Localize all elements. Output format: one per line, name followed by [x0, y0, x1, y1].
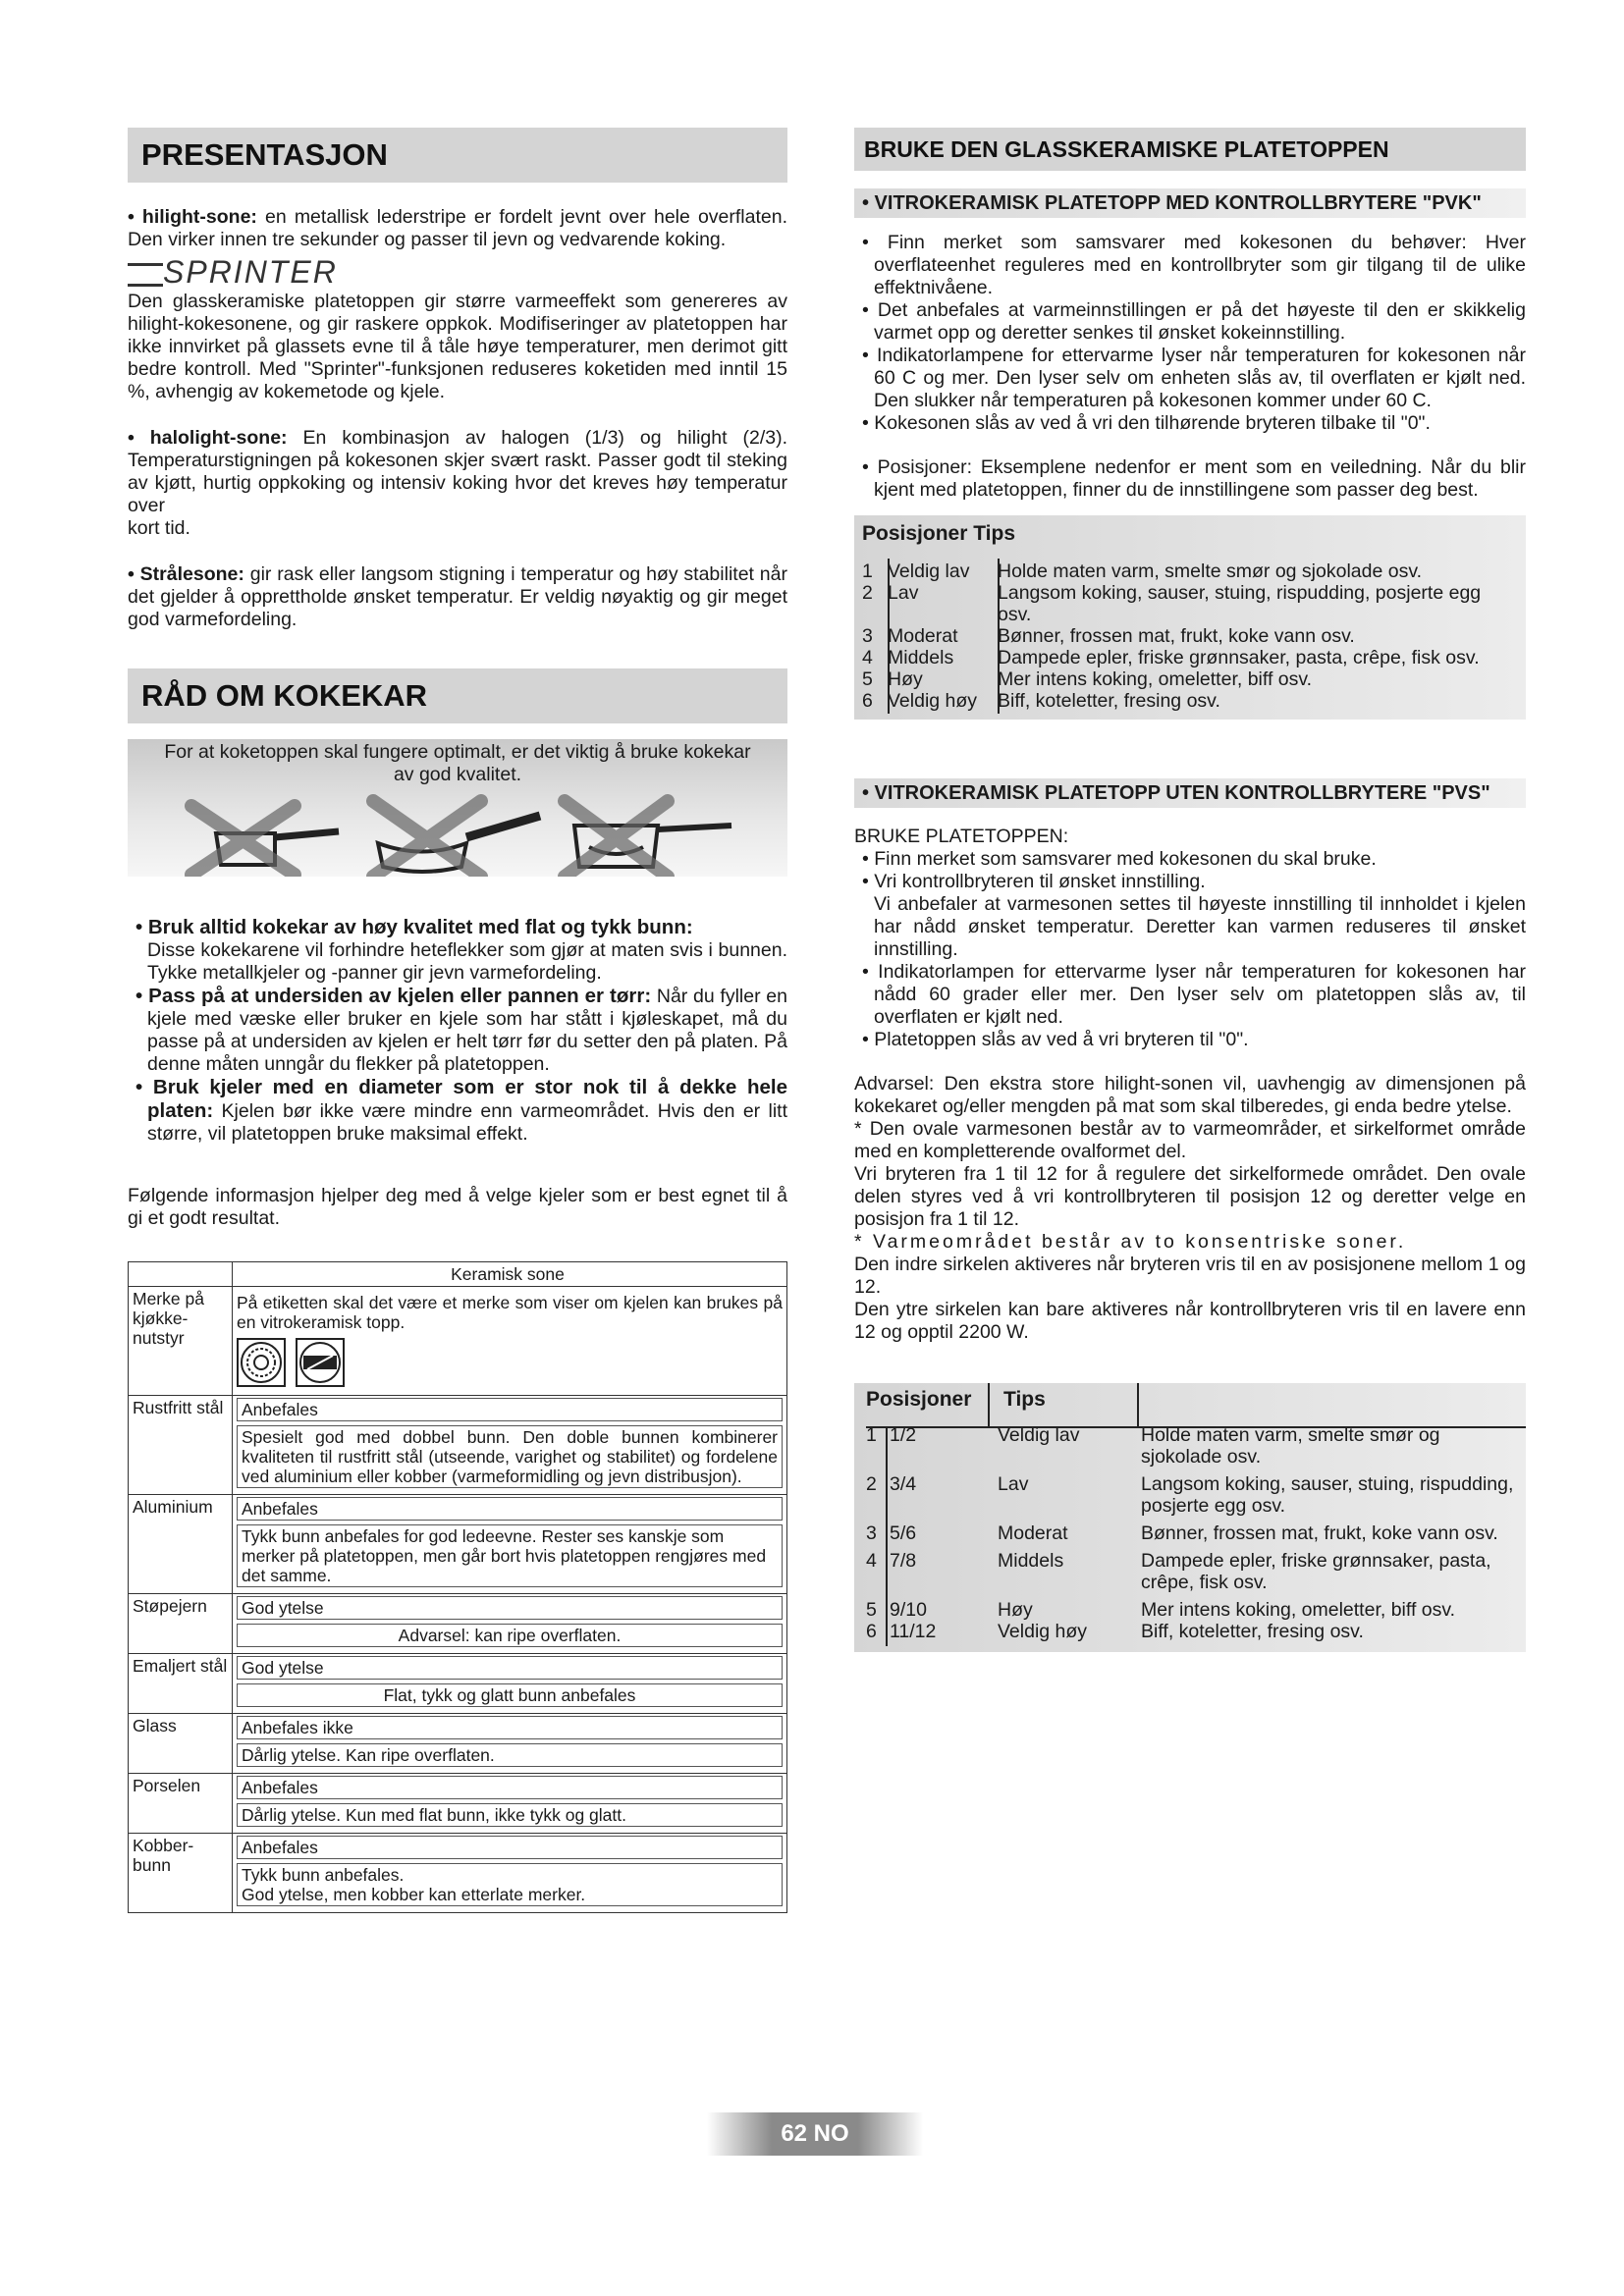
pvs-table-header: Posisjoner Tips: [866, 1388, 1046, 1411]
oval-paragraph: * Den ovale varmesonen består av to varmeområder, et sirkelformet område med en kompletterende ovalformet del.: [854, 1118, 1526, 1162]
row-cell: God ytelse Advarsel: kan ripe overflaten.: [233, 1594, 787, 1654]
pvk-positions-table: [854, 515, 1526, 720]
table-row: 6 Veldig høy Biff, koteletter, fresing osv.: [862, 690, 1220, 712]
row-cell: På etiketten skal det være et merke som viser om kjelen kan brukes på en vitrokeramisk topp.: [233, 1287, 787, 1396]
pvk-heading: • VITROKERAMISK PLATETOPP MED KONTROLLBRYTERE "PVK": [854, 188, 1526, 218]
row-cell: God ytelse Flat, tykk og glatt bunn anbefales: [233, 1654, 787, 1714]
table-row: [129, 1495, 787, 1594]
pvs-table-body: [866, 1424, 1526, 1642]
indre-paragraph: Den indre sirkelen aktiveres når bryteren vris til en av posisjonene mellom 1 og 12.: [854, 1254, 1526, 1298]
sprinter-logo: SPRINTER: [128, 255, 787, 289]
table-row: 4 7/8 Middels Dampede epler, friske grønnsaker, pasta, crêpe, fisk osv.: [866, 1550, 1491, 1593]
cookware-illustration: [128, 739, 787, 877]
pvk-item: • Kokesonen slås av ved å vri den tilhørende bryteren tilbake til "0".: [862, 412, 1431, 434]
table-row: 6 11/12 Veldig høy Biff, koteletter, fresing osv.: [866, 1621, 1364, 1642]
vri-paragraph: Vri bryteren fra 1 til 12 for å regulere det sirkelformede området. Den ovale delen styres ved å vri kontrollbryteren til posisjon 12 og deretter velge en posisjon fra 1 til 12.: [854, 1163, 1526, 1230]
bruke-platetoppen-label: BRUKE PLATETOPPEN:: [854, 826, 1069, 847]
pvs-heading: • VITROKERAMISK PLATETOPP UTEN KONTROLLBRYTERE "PVS": [854, 778, 1526, 808]
row-cell: Anbefales Tykk bunn anbefales for god ledeevne. Rester ses kanskje som merker på platetoppen, men går bort hvis platetoppen rengjøres med det samme.: [233, 1495, 787, 1594]
table-row: 3 Moderat Bønner, frossen mat, frukt, koke vann osv.: [862, 625, 1355, 647]
raad-om-kokekar-heading: RÅD OM KOKEKAR: [128, 668, 787, 723]
row-cell: Anbefales ikke Dårlig ytelse. Kan ripe overflaten.: [233, 1714, 787, 1774]
hilight-term: • hilight-sone:: [128, 206, 257, 228]
halolight-paragraph: [128, 427, 787, 517]
table-row: 4 Middels Dampede epler, friske grønnsaker, pasta, crêpe, fisk osv.: [862, 647, 1480, 668]
konsentriske-paragraph: * Varmeområdet består av to konsentriske soner.: [854, 1231, 1407, 1253]
pvk-table-header: Posisjoner Tips: [862, 522, 1016, 545]
right-column: [854, 128, 1526, 1652]
table-header: Keramisk sone: [233, 1262, 787, 1287]
pvk-table-body: [862, 561, 1526, 712]
table-row: [129, 1287, 787, 1396]
raad-intro: For at koketoppen skal fungere optimalt, er det viktig å bruke kokekar av god kvalitet.: [164, 741, 751, 785]
row-label: Porselen: [129, 1774, 233, 1834]
pvk-item: • Indikatorlampene for ettervarme lyser når temperaturen for kokesonen når 60 C og mer. Den lyser selv om enheten slås av, til overflaten er kjølt ned. Den slukker når temperaturen på kokesonen kommer under 60 C.: [862, 345, 1526, 411]
pvs-item: • Platetoppen slås av ved å vri bryteren til "0".: [862, 1029, 1249, 1050]
ytre-paragraph: Den ytre sirkelen kan bare aktiveres når kontrollbryteren vris til en lavere enn 12 og opptil 2200 W.: [854, 1299, 1526, 1343]
halolight-term: • halolight-sone:: [128, 427, 288, 449]
halolight-text: En kombinasjon av halogen (1/3) og hilight (2/3). Temperaturstigningen på kokesonen skjer svært raskt. Passer godt til steking av kjøtt, hurtig oppkoking og intensiv koking hvor det kreves høy temperatur over: [128, 427, 788, 516]
ceramic-hob-icon: [296, 1338, 345, 1387]
pvk-list: [854, 232, 1526, 435]
pvs-item: • Vri kontrollbryteren til ønsket innstilling.: [862, 871, 1206, 892]
row-label: Merke på kjøkke-nutstyr: [129, 1287, 233, 1396]
pvs-positions-table: [854, 1383, 1526, 1652]
advice-item: • Pass på at undersiden av kjelen eller pannen er tørr: Når du fyller en kjele med væske eller bruker en kjele som har stått i kjøleskapet, må du passe på at undersiden av kjelen er helt tørr før du setter den på platen. På denne måten unngår du flekker på platetoppen.: [135, 985, 787, 1075]
table-row: [129, 1834, 787, 1913]
cookware-table: [128, 1261, 787, 1913]
row-label: Kobber-bunn: [129, 1834, 233, 1913]
row-label: Aluminium: [129, 1495, 233, 1594]
row-label: Støpejern: [129, 1594, 233, 1654]
sprinter-paragraph: Den glasskeramiske platetoppen gir større varmeeffekt som genereres av hilight-kokesonene, og gir raskere oppkok. Modifiseringer av platetoppen har ikke innvirket på glassets evne til å tåle høye temperaturer, men derimot gitt bedre kontroll. Med "Sprinter"-funksjonen reduseres koketiden med inntil 15 %, avhengig av kokemetode og kjele.: [128, 291, 787, 402]
row-cell: Anbefales Dårlig ytelse. Kun med flat bunn, ikke tykk og glatt.: [233, 1774, 787, 1834]
table-row: 2 3/4 Lav Langsom koking, sauser, stuing, rispudding, posjerte egg osv.: [866, 1473, 1514, 1517]
bruke-heading: BRUKE DEN GLASSKERAMISKE PLATETOPPEN: [854, 128, 1526, 171]
hilight-paragraph: [128, 206, 787, 251]
posisjoner-note: • Posisjoner: Eksemplene nedenfor er ment som en veiledning. Når du blir kjent med platetoppen, finner du de innstillingene som passer deg best.: [862, 456, 1526, 501]
table-row: [129, 1396, 787, 1495]
row-label: Emaljert stål: [129, 1654, 233, 1714]
hilight-text: en metallisk lederstripe er fordelt jevnt over hele overflaten. Den virker innen tre sekunder og passer til jevn og vedvarende koking.: [128, 206, 788, 250]
cookware-advice-list: [128, 916, 787, 1146]
halolight-tail: kort tid.: [128, 517, 190, 539]
advice-item: • Bruk alltid kokekar av høy kvalitet med flat og tykk bunn:: [135, 916, 693, 938]
table-header-row: [129, 1262, 787, 1287]
page-number: 62 NO: [707, 2112, 923, 2156]
advice-text: Disse kokekarene vil forhindre heteflekker som gjør at maten svis i bunnen. Tykke metallkjeler og -panner gir jevn varmefordeling.: [147, 939, 787, 984]
coil-hob-icon: [237, 1338, 286, 1387]
crossed-pans-icon: [128, 786, 787, 877]
pvk-item: • Finn merket som samsvarer med kokesonen du behøver: Hver overflateenhet reguleres med en kontrollbryter som gir tilgang til de ulike effektnivåene.: [862, 232, 1526, 298]
table-row: 5 Høy Mer intens koking, omeletter, biff osv.: [862, 668, 1313, 690]
row-label: Rustfritt stål: [129, 1396, 233, 1495]
table-row: 1 Veldig lav Holde maten varm, smelte smør og sjokolade osv.: [862, 561, 1423, 582]
straalesone-term: • Strålesone:: [128, 563, 244, 585]
row-cell: Anbefales Tykk bunn anbefales. God ytelse, men kobber kan etterlate merker.: [233, 1834, 787, 1913]
table-row: 5 9/10 Høy Mer intens koking, omeletter, biff osv.: [866, 1599, 1456, 1621]
table-row: [129, 1714, 787, 1774]
presentasjon-heading: PRESENTASJON: [128, 128, 787, 183]
table-row: 1 1/2 Veldig lav Holde maten varm, smelte smør og sjokolade osv.: [866, 1424, 1440, 1468]
advarsel-paragraph: Advarsel: Den ekstra store hilight-sonen vil, uavhengig av dimensjonen på kokekaret og/eller mengden på mat som skal tilberedes, gi enda bedre ytelse.: [854, 1073, 1526, 1117]
advice-item: • Bruk kjeler med en diameter som er stor nok til å dekke hele platen: Kjelen bør ikke være mindre enn varmeområdet. Hvis den er litt større, vil platetoppen bruke maksimal effekt.: [135, 1076, 787, 1145]
table-row: [129, 1594, 787, 1654]
table-row: [129, 1654, 787, 1714]
row-cell: Anbefales Spesielt god med dobbel bunn. Den doble bunnen kombinerer kvaliteten til rustfritt stål (utseende, varighet og stabilitet) og fordelene ved aluminium eller kobber (varmeformidling og jevn distribusjon).: [233, 1396, 787, 1495]
pvs-item: • Finn merket som samsvarer med kokesonen du skal bruke.: [862, 848, 1377, 870]
pvs-item: Vi anbefaler at varmesonen settes til høyeste innstilling til innholdet i kjelen har nådd ønsket temperatur. Deretter kan varmen reduseres til ønsket innstilling.: [874, 893, 1526, 960]
folgende-paragraph: Følgende informasjon hjelper deg med å velge kjeler som er best egnet til å gi et godt resultat.: [128, 1185, 787, 1229]
table-row: 2 Lav Langsom koking, sauser, stuing, rispudding, posjerte egg osv.: [862, 582, 1482, 625]
row-label: Glass: [129, 1714, 233, 1774]
straalesone-paragraph: [128, 563, 787, 631]
straalesone-text: gir rask eller langsom stigning i temperatur og høy stabilitet når det gjelder å opprettholde ønsket temperatur. Er veldig nøyaktig og gir meget god varmefordeling.: [128, 563, 787, 630]
left-column: [128, 128, 787, 1913]
pvk-item: • Det anbefales at varmeinnstillingen er på det høyeste til den er skikkelig varmet opp og deretter senkes til ønsket kokeinnstilling.: [862, 299, 1526, 344]
table-row: 3 5/6 Moderat Bønner, frossen mat, frukt, koke vann osv.: [866, 1522, 1498, 1544]
pvs-list: [854, 848, 1526, 1051]
table-row: [129, 1774, 787, 1834]
pvs-item: • Indikatorlampen for ettervarme lyser når temperaturen for kokesonen har nådd 60 grader eller mer. Den lyser selv om platetoppen slås av, til overflaten er kjølt ned.: [862, 961, 1526, 1028]
